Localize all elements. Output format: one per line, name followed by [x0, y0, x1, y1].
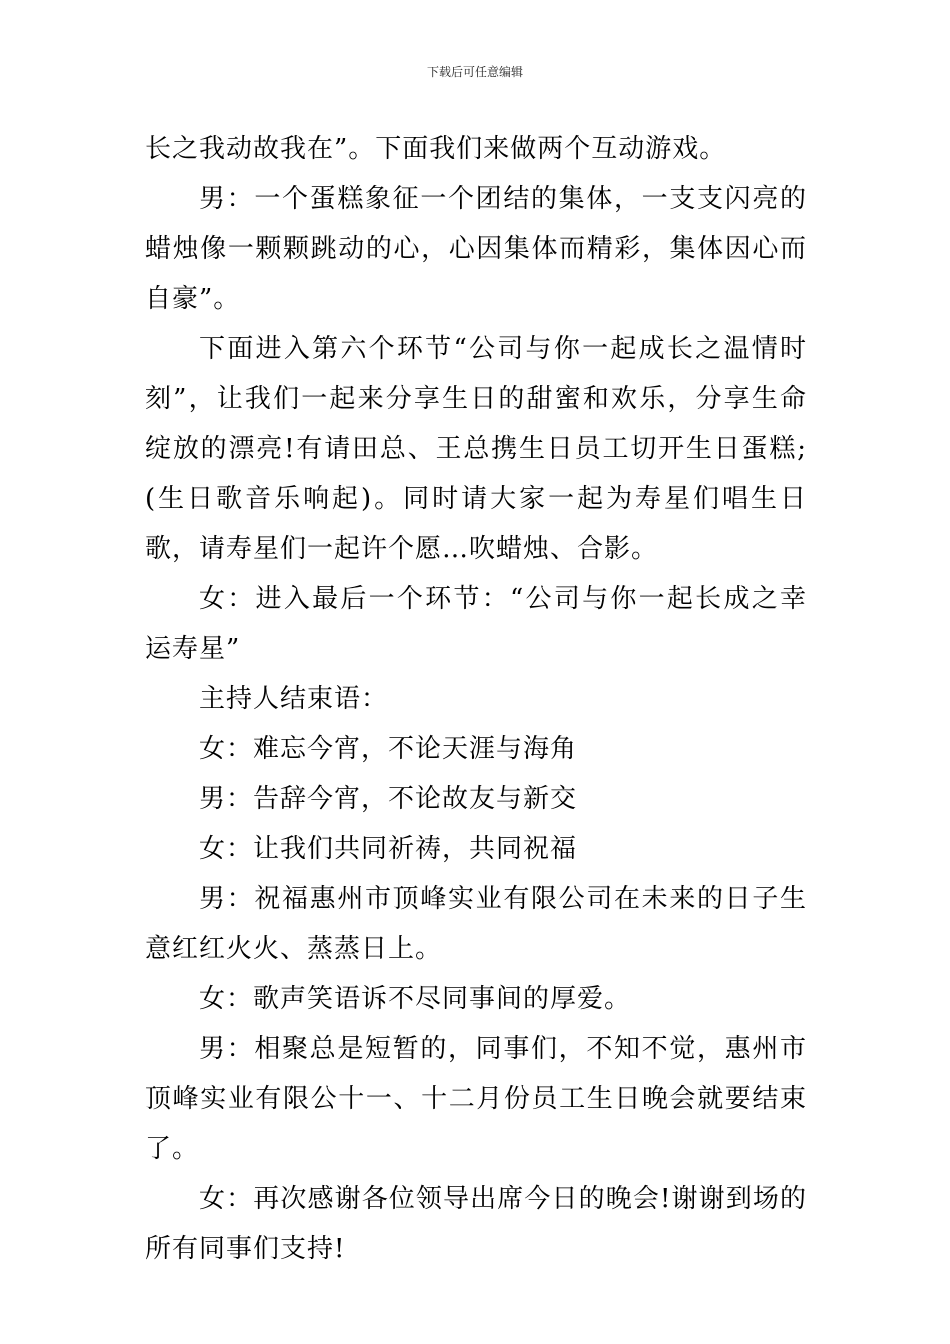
- paragraph-12: 女：再次感谢各位领导出席今日的晚会!谢谢到场的所有同事们支持!: [145, 1184, 807, 1264]
- paragraph-11: 男：相聚总是短暂的，同事们，不知不觉，惠州市顶峰实业有限公十一、十二月份员工生日晚会就要结束了。: [145, 1034, 807, 1164]
- paragraph-1: 长之我动故我在”。下面我们来做两个互动游戏。: [145, 134, 727, 164]
- paragraph-5: 主持人结束语：: [199, 684, 389, 714]
- paragraph-4: 女：进入最后一个环节：“公司与你一起长成之幸运寿星”: [145, 584, 807, 664]
- paragraph-6: 女：难忘今宵，不论天涯与海角: [199, 734, 578, 764]
- page-header: [0, 64, 950, 80]
- paragraph-2: 男：一个蛋糕象征一个团结的集体，一支支闪亮的蜡烛像一颗颗跳动的心，心因集体而精彩，集体因心而自豪”。: [145, 184, 807, 314]
- paragraph-8: 女：让我们共同祈祷，共同祝福: [199, 834, 578, 864]
- paragraph-3: 下面进入第六个环节“公司与你一起成长之温情时刻”，让我们一起来分享生日的甜蜜和欢乐，分享生命绽放的漂亮!有请田总、王总携生日员工切开生日蛋糕;(生日歌音乐响起)。同时请大家一起为寿星们唱生日歌，请寿星们一起许个愿…吹蜡烛、合影。: [145, 334, 807, 564]
- paragraph-10: 女：歌声笑语诉不尽同事间的厚爱。: [199, 984, 632, 1014]
- paragraph-9: 男：祝福惠州市顶峰实业有限公司在未来的日子生意红红火火、蒸蒸日上。: [145, 884, 807, 964]
- paragraph-7: 男：告辞今宵，不论故友与新交: [199, 784, 578, 814]
- document-body: [145, 124, 807, 1274]
- header-note: 下载后可任意编辑: [426, 65, 523, 79]
